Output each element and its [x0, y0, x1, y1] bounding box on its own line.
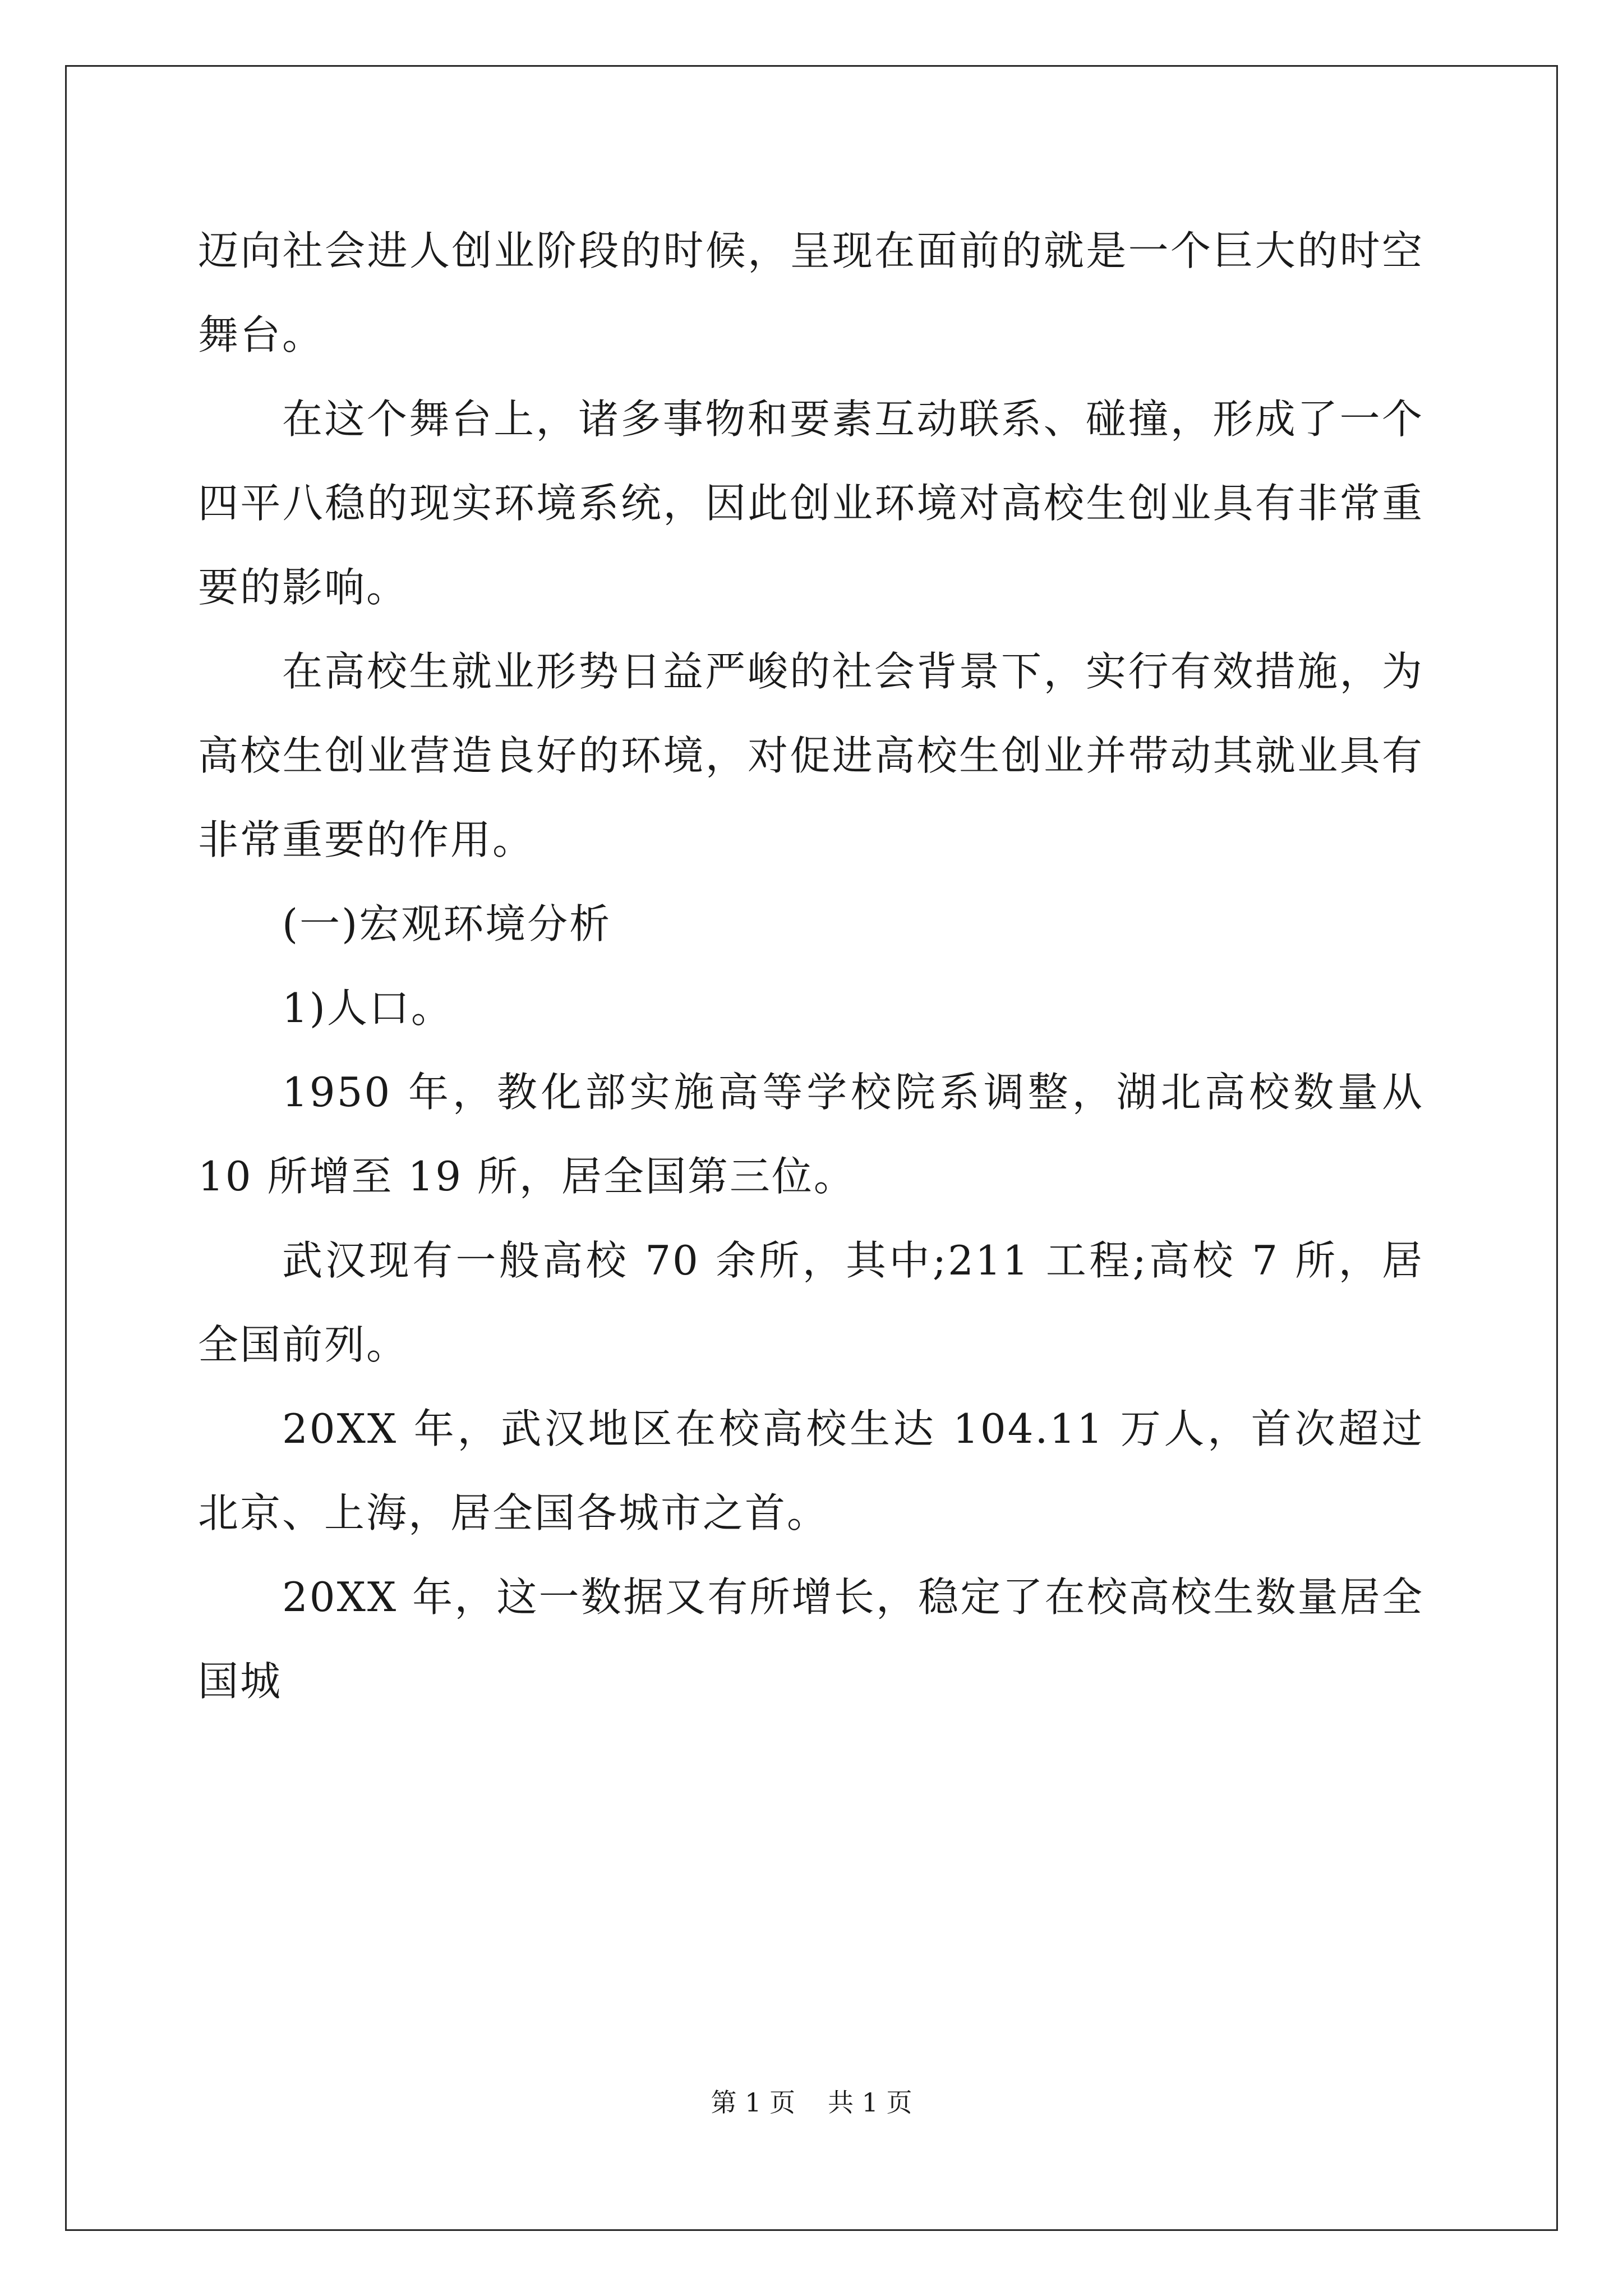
page-total: 共 1 页 [828, 2087, 912, 2118]
paragraph-9: 20XX 年，这一数据又有所增长，稳定了在校高校生数量居全国城 [198, 1573, 1424, 1705]
page-number: 第 1 页 [711, 2087, 795, 2118]
paragraph-6: 1950 年，教化部实施高等学校院系调整，湖北高校数量从 10 所增至 19 所，居全国第三位。 [198, 1069, 1424, 1200]
subsection-heading: 1)人口。 [282, 984, 453, 1032]
paragraph-3: 在高校生就业形势日益严峻的社会背景下，实行有效措施，为高校生创业营造良好的环境，对促进高校生创业并带动其就业具有非常重要的作用。 [198, 648, 1424, 863]
paragraph-1: 迈向社会进人创业阶段的时候，呈现在面前的就是一个巨大的时空舞台。 [198, 227, 1424, 358]
document-body [198, 209, 1424, 1723]
paragraph-8: 20XX 年，武汉地区在校高校生达 104.11 万人，首次超过北京、上海，居全国各城市之首。 [198, 1405, 1424, 1536]
paragraph-7: 武汉现有一般高校 70 余所，其中;211 工程;高校 7 所，居全国前列。 [198, 1237, 1424, 1368]
page-footer [0, 2082, 1623, 2119]
paragraph-2: 在这个舞台上，诸多事物和要素互动联系、碰撞，形成了一个四平八稳的现实环境系统，因此创业环境对高校生创业具有非常重要的影响。 [198, 395, 1424, 611]
section-heading: (一)宏观环境分析 [282, 900, 612, 947]
